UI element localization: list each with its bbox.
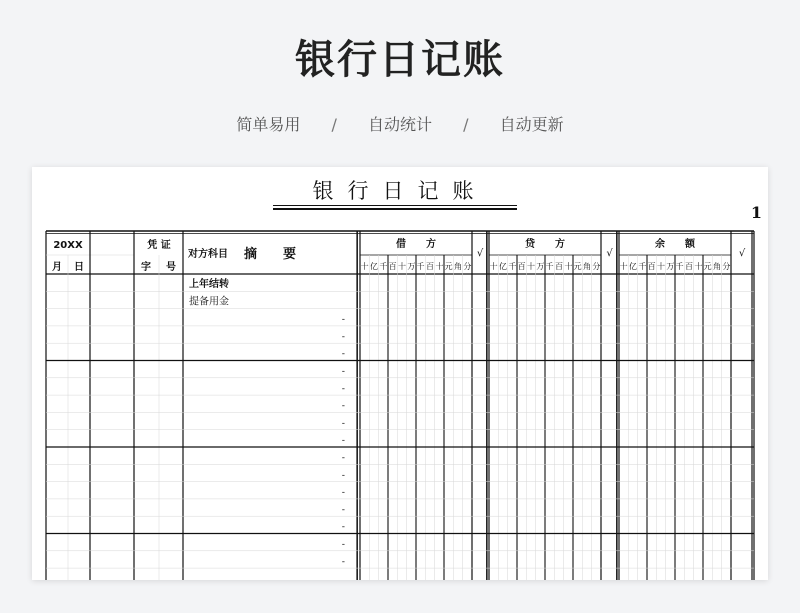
empty-marker: -	[341, 556, 345, 567]
digit-label: 千	[545, 262, 554, 271]
digit-label: 十	[619, 262, 628, 271]
digit-label: 分	[463, 262, 472, 271]
digit-label: 亿	[499, 262, 507, 271]
voucher-no-label: 号	[166, 262, 176, 273]
digit-label: 角	[583, 262, 591, 271]
empty-marker: -	[341, 349, 345, 360]
empty-marker: -	[341, 383, 345, 394]
digit-label: 角	[454, 262, 462, 271]
feature-list	[0, 112, 800, 135]
digit-label: 十	[564, 262, 573, 271]
amount-header-label: 借 方	[396, 239, 436, 250]
digit-label: 百	[555, 262, 563, 271]
digit-label: 千	[675, 262, 684, 271]
ledger-sheet	[32, 167, 768, 580]
digit-label: 亿	[629, 262, 637, 271]
digit-label: 十	[657, 262, 665, 271]
empty-marker: -	[341, 366, 345, 377]
empty-marker: -	[341, 539, 345, 550]
month-label: 月	[52, 262, 62, 273]
digit-label: 百	[388, 262, 397, 271]
empty-marker: -	[341, 401, 345, 412]
feature-auto-update: 自动更新	[499, 115, 564, 134]
check-mark-header: √	[606, 248, 613, 259]
digit-label: 千	[508, 262, 517, 271]
digit-label: 十	[398, 262, 406, 271]
digit-label: 十	[435, 262, 444, 271]
digit-label: 百	[647, 262, 656, 271]
summary-label: 摘 要	[243, 247, 297, 262]
check-mark-header: √	[738, 248, 746, 259]
digit-label: 十	[489, 262, 498, 271]
amount-header-label: 贷 方	[525, 239, 565, 250]
page-title: 银行日记账	[295, 37, 505, 83]
feature-easy: 简单易用	[236, 115, 301, 134]
digit-label: 分	[722, 262, 731, 271]
digit-label: 千	[638, 262, 647, 271]
summary-cell: 提备用金	[189, 296, 229, 308]
digit-label: 万	[666, 262, 675, 271]
check-mark-header: √	[476, 248, 484, 259]
digit-label: 百	[685, 262, 693, 271]
voucher-label: 凭 证	[147, 240, 171, 251]
year-label: 20XX	[53, 240, 83, 251]
empty-marker: -	[341, 453, 345, 463]
empty-marker: -	[341, 331, 345, 342]
empty-marker: -	[341, 314, 345, 325]
digit-label: 元	[703, 262, 712, 271]
digit-label: 百	[517, 262, 526, 271]
digit-label: 角	[713, 262, 721, 271]
empty-marker: -	[341, 418, 345, 429]
sheet-title: 银行日记账	[312, 179, 488, 203]
digit-label: 百	[426, 262, 434, 271]
digit-label: 千	[379, 262, 388, 271]
empty-marker: -	[341, 470, 345, 481]
digit-label: 千	[416, 262, 425, 271]
day-label: 日	[74, 262, 84, 273]
empty-marker: -	[341, 487, 345, 498]
voucher-char-label: 字	[141, 262, 151, 273]
page-number: 1	[750, 203, 762, 222]
feature-separator: /	[463, 115, 469, 134]
digit-label: 分	[592, 262, 601, 271]
digit-label: 亿	[370, 262, 378, 271]
summary-cell: 上年结转	[189, 279, 229, 290]
digit-label: 十	[694, 262, 703, 271]
amount-header-label: 余 额	[655, 239, 695, 250]
empty-marker: -	[341, 435, 345, 446]
digit-label: 十	[527, 262, 535, 271]
feature-separator: /	[331, 115, 337, 134]
digit-label: 万	[536, 262, 545, 271]
empty-marker: -	[341, 504, 345, 515]
digit-label: 十	[360, 262, 369, 271]
counter-account-label: 对方科目	[188, 249, 228, 260]
ledger-table	[32, 167, 768, 580]
empty-marker: -	[341, 522, 345, 533]
digit-label: 元	[573, 262, 582, 271]
feature-auto-stats: 自动统计	[367, 115, 432, 134]
digit-label: 元	[444, 262, 453, 271]
digit-label: 万	[407, 262, 416, 271]
